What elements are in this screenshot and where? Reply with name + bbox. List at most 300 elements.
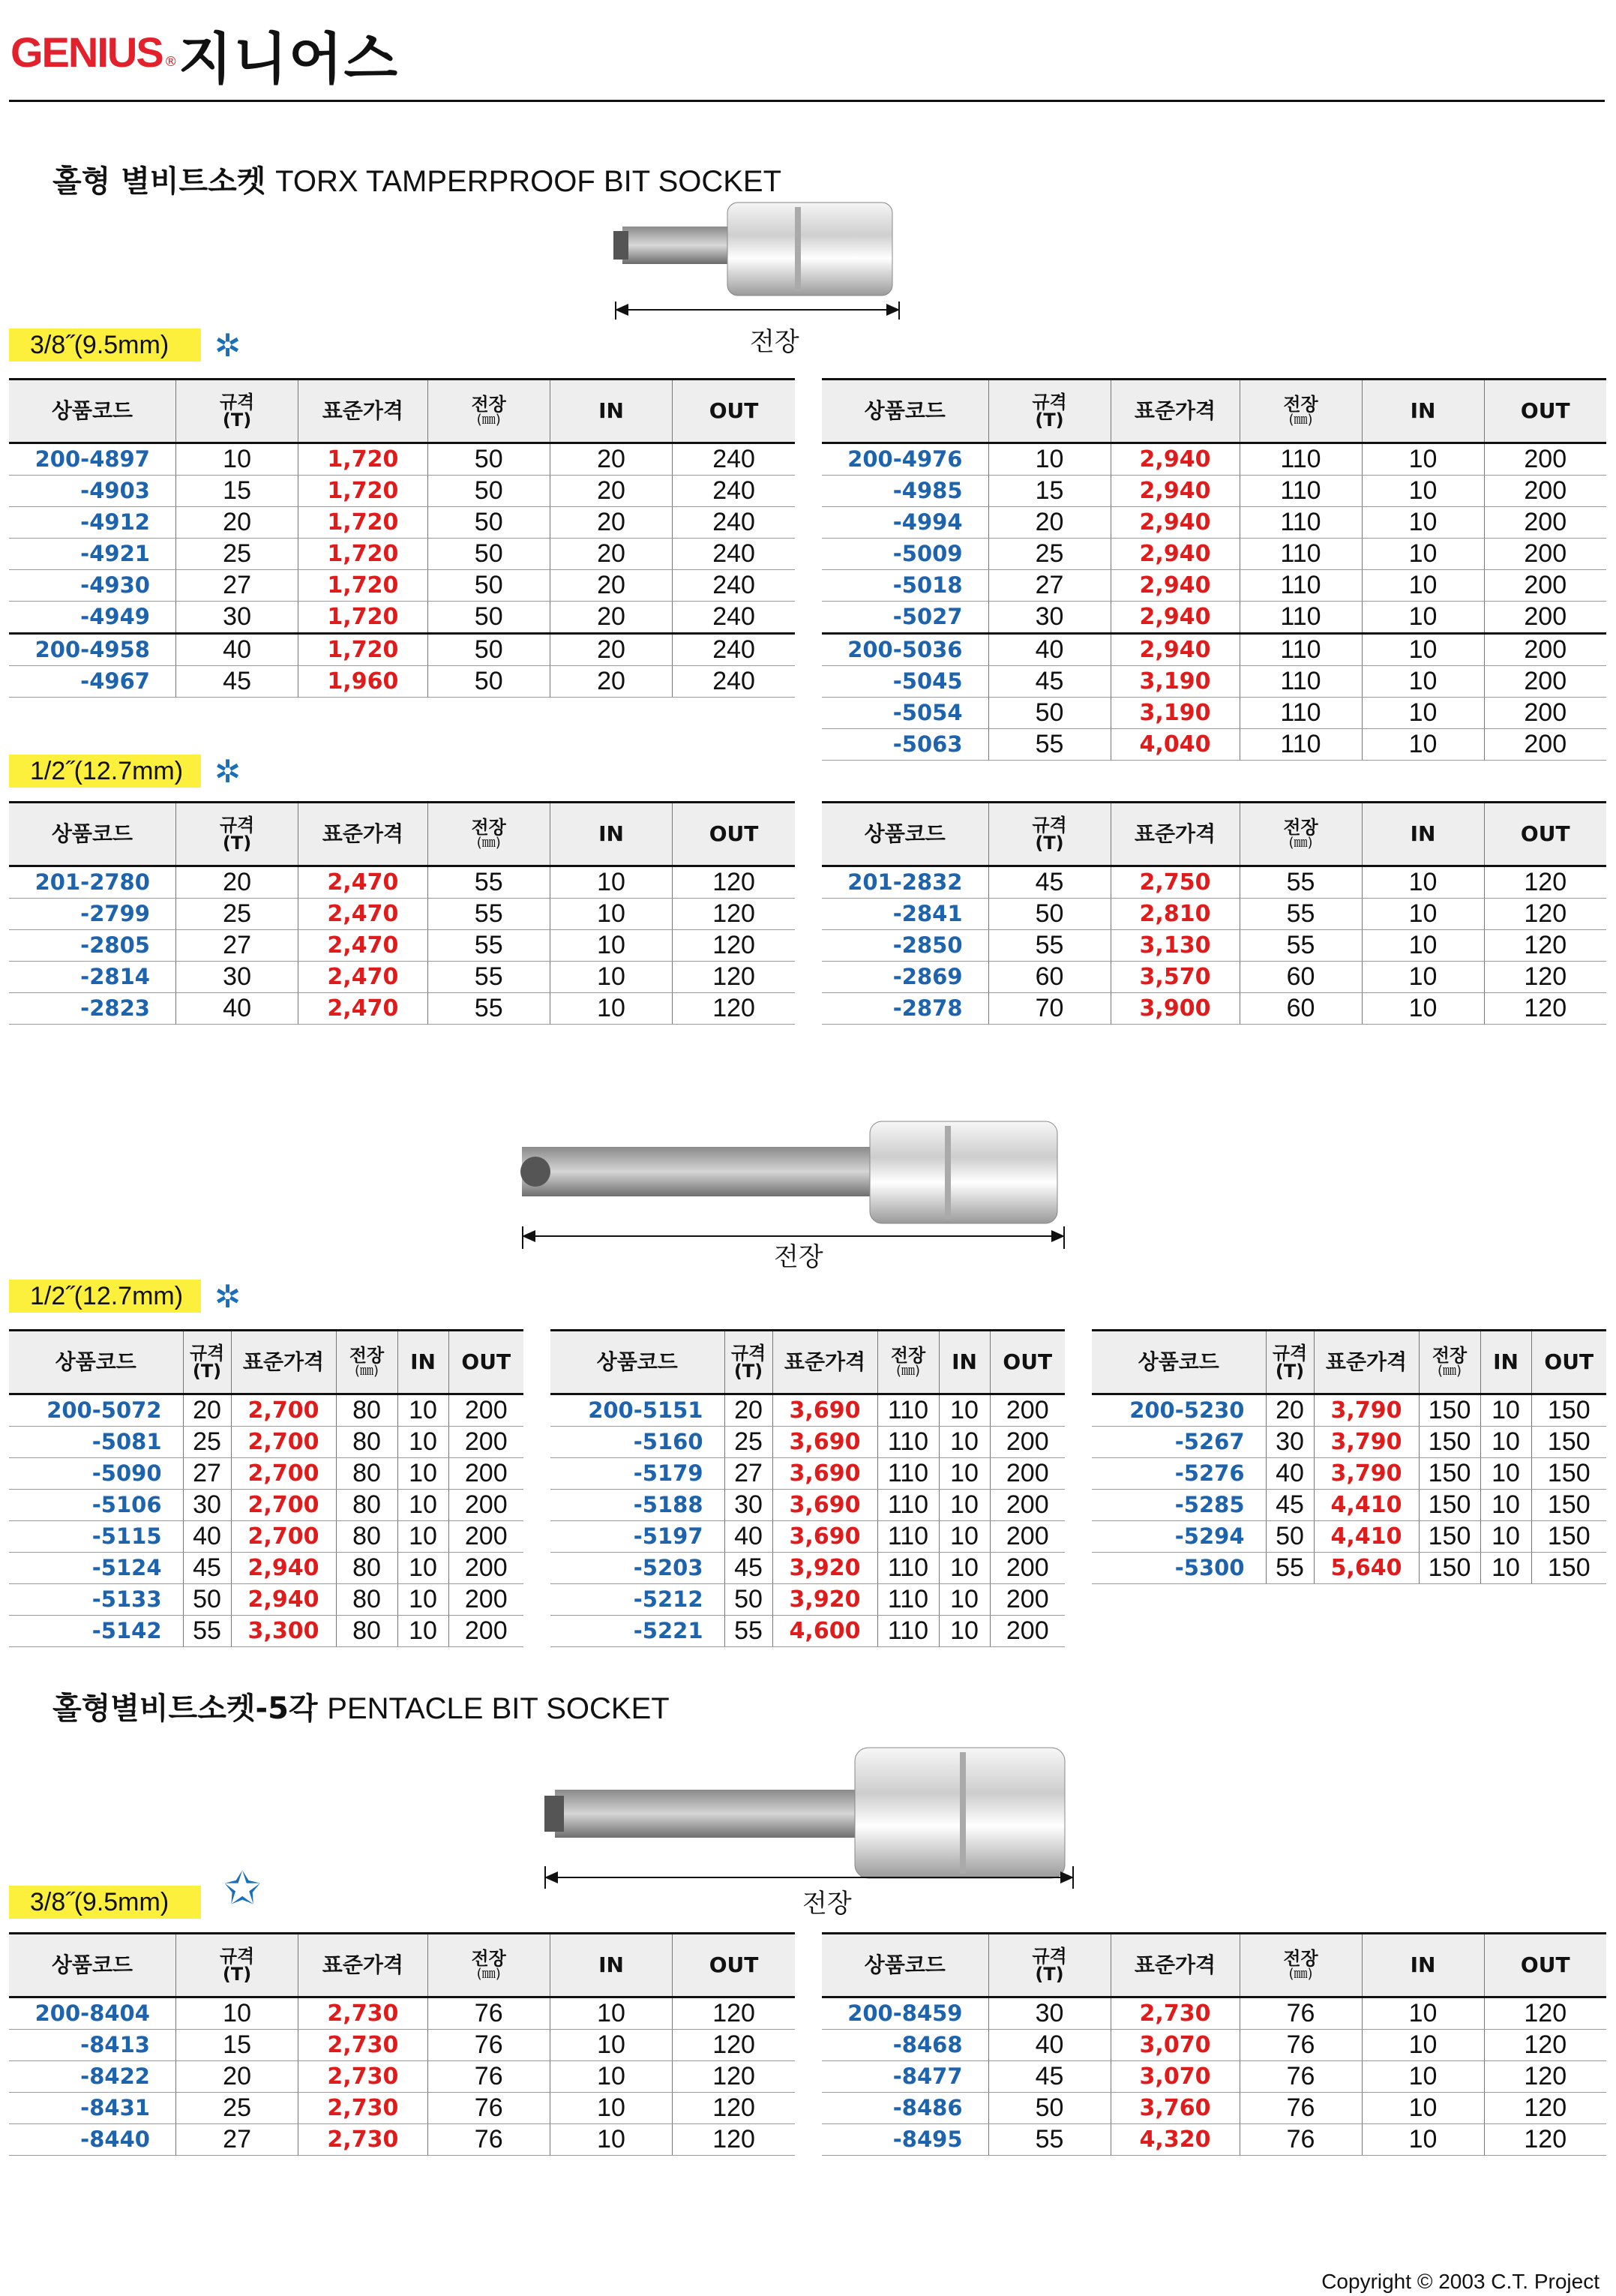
header-in-text: IN [952,1349,977,1374]
price-value: 4,600 [772,1616,877,1647]
length-value: 110 [1240,729,1362,761]
table-row [9,1394,523,1427]
out-value: 200 [1484,507,1606,539]
price-value: 3,690 [772,1427,877,1458]
table-row [550,1553,1065,1584]
price-value: 2,700 [231,1490,336,1521]
header-out-text: OUT [1520,1952,1570,1977]
out-value: 200 [1484,634,1606,666]
in-value: 10 [1362,866,1484,899]
product-code: 200-5230 [1092,1394,1266,1427]
table-row [9,1458,523,1490]
table-row [1092,1490,1606,1521]
in-value: 10 [1480,1490,1531,1521]
table-row [550,1521,1065,1553]
size-value: 20 [183,1394,231,1427]
size-value: 45 [988,2061,1111,2093]
header-price [772,1331,877,1394]
out-value: 120 [673,2093,795,2124]
table-row [550,1427,1065,1458]
in-value: 10 [1362,2030,1484,2061]
table-row [9,1427,523,1458]
header-length-text: 전장 [471,817,506,838]
price-value: 4,040 [1111,729,1240,761]
length-value: 80 [336,1490,397,1521]
length-value: 110 [877,1458,939,1490]
size-value: 15 [988,476,1111,507]
out-value: 120 [1484,2093,1606,2124]
product-code: -2814 [9,962,175,993]
table-row [822,962,1606,993]
product-code: -5106 [9,1490,183,1521]
header-code-text: 상품코드 [864,398,946,423]
out-value: 120 [1484,2061,1606,2093]
table-row [1092,1458,1606,1490]
header-in [397,1331,448,1394]
in-value: 10 [550,962,672,993]
size-value: 55 [1266,1553,1314,1584]
price-value: 3,070 [1111,2061,1240,2093]
out-value: 200 [448,1584,523,1616]
size-value: 25 [183,1427,231,1458]
header-size [724,1331,772,1394]
header-length-text: 전장 [471,394,506,415]
header-divider [9,100,1605,102]
header-length-text: 전장 [1283,1948,1318,1969]
price-value: 3,190 [1111,666,1240,698]
length-value: 76 [427,2093,550,2124]
product-code: -5018 [822,570,988,602]
header-code [9,803,175,866]
product-code: 200-5036 [822,634,988,666]
price-value: 3,920 [772,1553,877,1584]
out-value: 120 [673,866,795,899]
spec-table-8 [9,1932,795,2156]
header-size-unit: (T) [222,410,252,431]
product-code: -5294 [1092,1521,1266,1553]
table-row [9,602,795,634]
length-value: 55 [1240,866,1362,899]
product-code: 200-8459 [822,1997,988,2030]
header-size [1266,1331,1314,1394]
spec-table-9 [822,1932,1606,2156]
length-value: 110 [877,1584,939,1616]
in-value: 10 [550,2124,672,2156]
out-value: 120 [1484,2030,1606,2061]
product-code: -2799 [9,899,175,930]
length-value: 150 [1419,1521,1480,1553]
header-out [1484,1934,1606,1997]
size-value: 45 [724,1553,772,1584]
price-value: 2,940 [231,1584,336,1616]
in-value: 10 [1362,507,1484,539]
length-value: 110 [1240,443,1362,476]
section-title-pentacle [52,1685,670,1727]
header-in-text: IN [598,821,624,846]
header-size [175,1934,298,1997]
table-row [822,2061,1606,2093]
table-row [822,570,1606,602]
header-length-unit: (㎜) [476,1966,501,1982]
price-value: 2,470 [298,993,427,1025]
price-value: 1,720 [298,570,427,602]
price-value: 3,690 [772,1394,877,1427]
product-code: 200-5072 [9,1394,183,1427]
header-length [877,1331,939,1394]
in-value: 10 [939,1584,990,1616]
header-code [1092,1331,1266,1394]
price-value: 2,700 [231,1521,336,1553]
out-value: 200 [448,1490,523,1521]
header-length [1240,1934,1362,1997]
length-value: 110 [1240,666,1362,698]
header-in-text: IN [598,1952,624,1977]
header-code-text: 상품코드 [51,398,133,423]
header-in [1480,1331,1531,1394]
header-price-text: 표준가격 [1134,398,1216,423]
table-row [9,2030,795,2061]
length-value: 110 [877,1553,939,1584]
in-value: 10 [550,1997,672,2030]
size-value: 50 [988,2093,1111,2124]
header-length-unit: (㎜) [1288,835,1313,851]
header-code [822,1934,988,1997]
out-value: 150 [1531,1521,1606,1553]
price-value: 2,940 [1111,570,1240,602]
header-price-text: 표준가격 [322,398,403,423]
table-row [1092,1394,1606,1427]
length-value: 110 [877,1490,939,1521]
table-row [550,1616,1065,1647]
length-value: 76 [1240,1997,1362,2030]
price-value: 2,940 [1111,634,1240,666]
out-value: 200 [448,1394,523,1427]
in-value: 20 [550,602,672,634]
header-size-unit: (T) [222,1964,252,1985]
product-code: -8440 [9,2124,175,2156]
out-value: 150 [1531,1553,1606,1584]
length-value: 150 [1419,1490,1480,1521]
product-code: 200-4976 [822,443,988,476]
header-price-text: 표준가격 [1134,821,1216,846]
size-value: 30 [1266,1427,1314,1458]
size-value: 20 [988,507,1111,539]
header-out-text: OUT [709,1952,759,1977]
in-value: 10 [1480,1427,1531,1458]
size-value: 60 [988,962,1111,993]
price-value: 2,730 [298,2030,427,2061]
length-value: 55 [427,930,550,962]
header-in [1362,1934,1484,1997]
spec-table-5 [9,1329,523,1647]
table-row [550,1394,1065,1427]
header-out [1484,803,1606,866]
length-value: 80 [336,1521,397,1553]
header-size [988,803,1111,866]
in-value: 20 [550,476,672,507]
header-price [1111,803,1240,866]
size-value: 20 [175,507,298,539]
in-value: 10 [550,2030,672,2061]
length-value: 150 [1419,1394,1480,1427]
product-code: -5009 [822,539,988,570]
header-code-text: 상품코드 [1138,1349,1219,1374]
length-value: 80 [336,1616,397,1647]
size-value: 20 [175,866,298,899]
header-out-text: OUT [1520,821,1570,846]
size-value: 45 [988,866,1111,899]
length-value: 110 [1240,476,1362,507]
table-row [822,443,1606,476]
out-value: 200 [990,1616,1065,1647]
size-value: 45 [988,666,1111,698]
product-code: -8486 [822,2093,988,2124]
length-value: 50 [427,443,550,476]
product-code: -8431 [9,2093,175,2124]
header-code [822,803,988,866]
header-size-unit: (T) [192,1361,222,1382]
out-value: 200 [1484,602,1606,634]
price-value: 1,960 [298,666,427,698]
out-value: 200 [1484,539,1606,570]
header-out-text: OUT [1003,1349,1053,1374]
price-value: 3,790 [1314,1427,1419,1458]
size-value: 27 [988,570,1111,602]
size-value: 55 [988,930,1111,962]
registered-mark: ® [163,53,178,70]
table-row [822,507,1606,539]
header-size-text: 규격 [219,392,255,413]
header-out [673,803,795,866]
out-value: 200 [990,1458,1065,1490]
table-row [1092,1521,1606,1553]
header-size-unit: (T) [222,833,252,854]
header-code [9,1331,183,1394]
price-value: 2,700 [231,1458,336,1490]
section-title-ko: 홀형별비트소켓-5각 [52,1691,318,1726]
size-value: 50 [988,899,1111,930]
table-row [9,2093,795,2124]
header-in-text: IN [1410,821,1436,846]
in-value: 10 [939,1490,990,1521]
out-value: 150 [1531,1427,1606,1458]
header-price [298,803,427,866]
out-value: 200 [1484,729,1606,761]
length-value: 150 [1419,1427,1480,1458]
table-row [550,1458,1065,1490]
header-in-text: IN [598,398,624,423]
price-value: 2,730 [298,2093,427,2124]
length-value: 110 [877,1427,939,1458]
out-value: 120 [1484,962,1606,993]
size-value: 25 [988,539,1111,570]
table-row [822,698,1606,729]
product-code: 200-4897 [9,443,175,476]
length-value: 76 [427,2124,550,2156]
price-value: 2,750 [1111,866,1240,899]
table-row [822,2124,1606,2156]
price-value: 3,690 [772,1458,877,1490]
out-value: 120 [1484,2124,1606,2156]
pentacle-socket-image [540,1736,1080,1886]
in-value: 10 [1362,634,1484,666]
out-value: 120 [673,2030,795,2061]
size-value: 27 [175,2124,298,2156]
in-value: 10 [397,1616,448,1647]
out-value: 200 [1484,570,1606,602]
in-value: 10 [397,1427,448,1458]
size-value: 40 [183,1521,231,1553]
in-value: 10 [397,1553,448,1584]
header-in-text: IN [1410,1952,1436,1977]
copyright: Copyright © 2003 C.T. Project [1321,2270,1600,2293]
in-value: 10 [1362,570,1484,602]
header-size-unit: (T) [1035,410,1064,431]
length-value: 80 [336,1458,397,1490]
table-row [550,1490,1065,1521]
in-value: 10 [1362,443,1484,476]
table-row [822,930,1606,962]
header-code [822,380,988,443]
product-code: -5045 [822,666,988,698]
size-value: 55 [724,1616,772,1647]
size-value: 20 [1266,1394,1314,1427]
spec-table-2 [822,378,1606,761]
out-value: 120 [673,930,795,962]
header-price-text: 표준가격 [1134,1952,1216,1977]
header-size-text: 규격 [730,1343,766,1364]
header-out-text: OUT [461,1349,511,1374]
size-value: 40 [988,634,1111,666]
table-row [9,899,795,930]
length-value: 55 [427,962,550,993]
size-value: 55 [183,1616,231,1647]
price-value: 2,810 [1111,899,1240,930]
price-value: 1,720 [298,507,427,539]
size-value: 27 [724,1458,772,1490]
product-code: -8468 [822,2030,988,2061]
size-value: 55 [988,2124,1111,2156]
product-code: -5090 [9,1458,183,1490]
length-value: 150 [1419,1553,1480,1584]
header-size [175,803,298,866]
length-value: 50 [427,666,550,698]
header-in-text: IN [410,1349,436,1374]
price-value: 1,720 [298,443,427,476]
in-value: 10 [550,930,672,962]
out-value: 200 [448,1427,523,1458]
header-out [673,1934,795,1997]
table-row [822,539,1606,570]
product-code: -2823 [9,993,175,1025]
out-value: 200 [1484,476,1606,507]
out-value: 240 [673,507,795,539]
header-size-unit: (T) [1275,1361,1305,1382]
dimension-label-3: 전장 [802,1889,852,1919]
product-code: -5027 [822,602,988,634]
product-code: -8422 [9,2061,175,2093]
price-value: 1,720 [298,476,427,507]
price-value: 3,300 [231,1616,336,1647]
size-value: 30 [183,1490,231,1521]
header-length [427,380,550,443]
length-value: 110 [1240,507,1362,539]
header-price [298,380,427,443]
price-value: 2,940 [1111,539,1240,570]
in-value: 20 [550,634,672,666]
length-value: 110 [1240,602,1362,634]
price-value: 2,730 [1111,1997,1240,2030]
spec-table-1 [9,378,795,698]
size-value: 50 [1266,1521,1314,1553]
product-code: -5063 [822,729,988,761]
size-value: 10 [175,443,298,476]
price-value: 3,760 [1111,2093,1240,2124]
in-value: 10 [939,1458,990,1490]
table-row [9,1553,523,1584]
header-out [448,1331,523,1394]
header-length [1419,1331,1480,1394]
torx-star-icon: ✲ [214,1278,241,1315]
in-value: 10 [1362,729,1484,761]
length-value: 50 [427,634,550,666]
in-value: 20 [550,570,672,602]
in-value: 10 [397,1490,448,1521]
product-code: -4903 [9,476,175,507]
size-tag-1-2-long: 1/2˝(12.7mm) [9,1280,201,1313]
length-value: 110 [1240,698,1362,729]
spec-table-7 [1092,1329,1606,1584]
header-size-text: 규격 [219,1946,255,1967]
size-value: 27 [175,570,298,602]
header-size [988,380,1111,443]
product-code: -8413 [9,2030,175,2061]
header-size-unit: (T) [1035,1964,1064,1985]
header-code [9,1934,175,1997]
out-value: 200 [448,1521,523,1553]
out-value: 200 [990,1553,1065,1584]
length-value: 50 [427,539,550,570]
out-value: 120 [673,993,795,1025]
in-value: 10 [1362,2124,1484,2156]
header-length [336,1331,397,1394]
header-code [9,380,175,443]
section-title-en: TORX TAMPERPROOF BIT SOCKET [275,165,782,198]
size-value: 45 [175,666,298,698]
product-code: -8495 [822,2124,988,2156]
length-value: 60 [1240,962,1362,993]
header-in [550,380,672,443]
in-value: 10 [550,2093,672,2124]
product-code: -5212 [550,1584,724,1616]
product-code: -5203 [550,1553,724,1584]
price-value: 1,720 [298,634,427,666]
table-row [9,443,795,476]
header-length-text: 전장 [1432,1345,1468,1366]
out-value: 200 [1484,666,1606,698]
length-value: 50 [427,570,550,602]
price-value: 4,410 [1314,1521,1419,1553]
in-value: 10 [550,2061,672,2093]
out-value: 120 [1484,899,1606,930]
price-value: 2,470 [298,866,427,899]
size-value: 10 [175,1997,298,2030]
out-value: 200 [1484,443,1606,476]
size-value: 40 [724,1521,772,1553]
out-value: 120 [1484,866,1606,899]
torx-star-icon: ✲ [214,753,241,790]
header-in-text: IN [1493,1349,1519,1374]
